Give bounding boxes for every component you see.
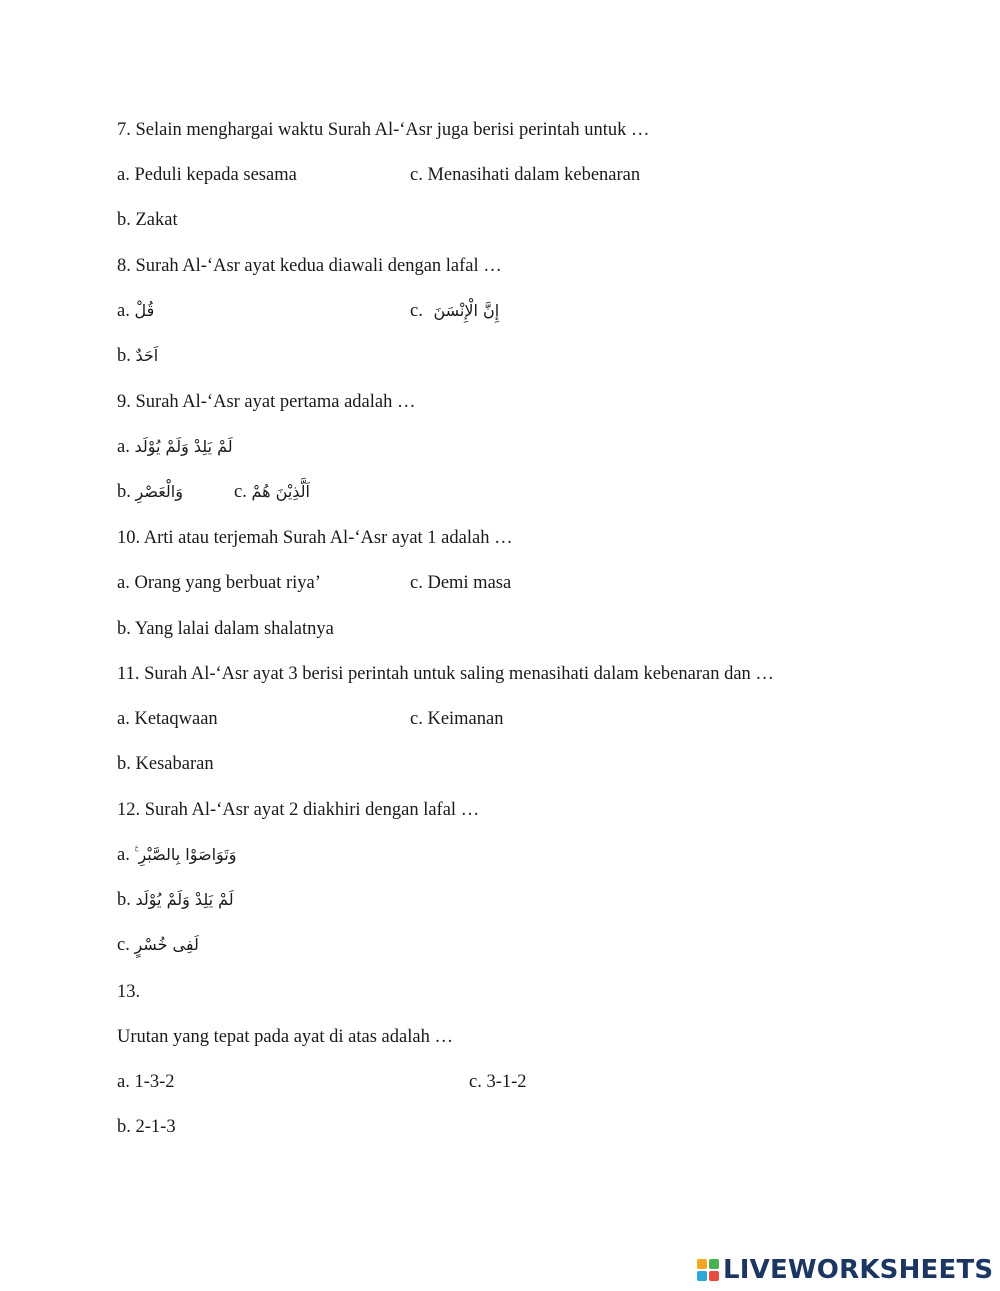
question-7-text: 7. Selain menghargai waktu Surah Al-‘Asr juga berisi perintah untuk … [117,120,650,140]
logo-block-1 [697,1259,707,1269]
arabic-text: لَمْ يَلِدْ وَلَمْ يُوْلَد [134,437,233,456]
question-12-option-a [117,843,236,867]
question-12-option-b [117,888,234,912]
question-13-option-a: a. 1-3-2 [117,1072,175,1092]
question-13-number: 13. [117,982,141,1002]
question-11-text: 11. Surah Al-‘Asr ayat 3 berisi perintah untuk saling menasihati dalam kebenaran dan … [117,664,774,684]
option-label: c. [117,935,130,955]
arabic-text: لَمْ يَلِدْ وَلَمْ يُوْلَد [135,890,234,909]
logo-text: LIVEWORKSHEETS [723,1255,994,1285]
option-label: a. [117,437,130,457]
option-label: b. [117,346,131,366]
arabic-text: وَالْعَصْرِ [135,482,183,501]
arabic-text: اَلَّذِيْنَ هُمْ [251,482,310,501]
arabic-text: لَفِى خُسْرٍ [134,935,199,954]
logo-block-3 [697,1271,707,1281]
question-9-option-b [117,480,183,504]
question-12-option-c [117,933,199,957]
question-9-text: 9. Surah Al-‘Asr ayat pertama adalah … [117,392,416,412]
question-10-option-c: c. Demi masa [410,573,512,593]
question-7-option-b: b. Zakat [117,210,178,230]
option-label: c. [410,301,423,321]
liveworksheets-logo [697,1254,993,1286]
option-label: a. [117,301,130,321]
question-11-option-c: c. Keimanan [410,709,504,729]
logo-block-4 [709,1271,719,1281]
arabic-text: قُلْ [134,301,155,320]
question-11-option-a: a. Ketaqwaan [117,709,218,729]
logo-block-2 [709,1259,719,1269]
option-label: c. [234,482,247,502]
question-7-option-c: c. Menasihati dalam kebenaran [410,165,641,185]
question-13-text: Urutan yang tepat pada ayat di atas adalah … [117,1027,453,1047]
arabic-text: إِنَّ الْإِنْسَنَ [433,301,500,320]
option-label: b. [117,890,131,910]
option-label: b. [117,482,131,502]
question-9-option-a [117,435,233,459]
arabic-text: اَحَدٌ [135,346,159,365]
question-8-text: 8. Surah Al-‘Asr ayat kedua diawali dengan lafal … [117,256,502,276]
question-8-option-b [117,344,158,368]
question-9-option-c [234,480,310,504]
question-8-option-a [117,299,154,323]
question-10-option-a: a. Orang yang berbuat riya’ [117,573,321,593]
arabic-text: وَتَوَاصَوْا بِالصَّبْرِ ࣖ [134,845,237,864]
logo-blocks-icon [697,1259,719,1281]
question-8-option-c [410,299,499,323]
question-7-option-a: a. Peduli kepada sesama [117,165,297,185]
question-10-option-b: b. Yang lalai dalam shalatnya [117,619,334,639]
question-13-option-b: b. 2-1-3 [117,1117,176,1137]
question-13-option-c: c. 3-1-2 [469,1072,527,1092]
question-10-text: 10. Arti atau terjemah Surah Al-‘Asr ayat 1 adalah … [117,528,513,548]
option-label: a. [117,845,130,865]
question-12-text: 12. Surah Al-‘Asr ayat 2 diakhiri dengan lafal … [117,800,480,820]
question-11-option-b: b. Kesabaran [117,754,214,774]
